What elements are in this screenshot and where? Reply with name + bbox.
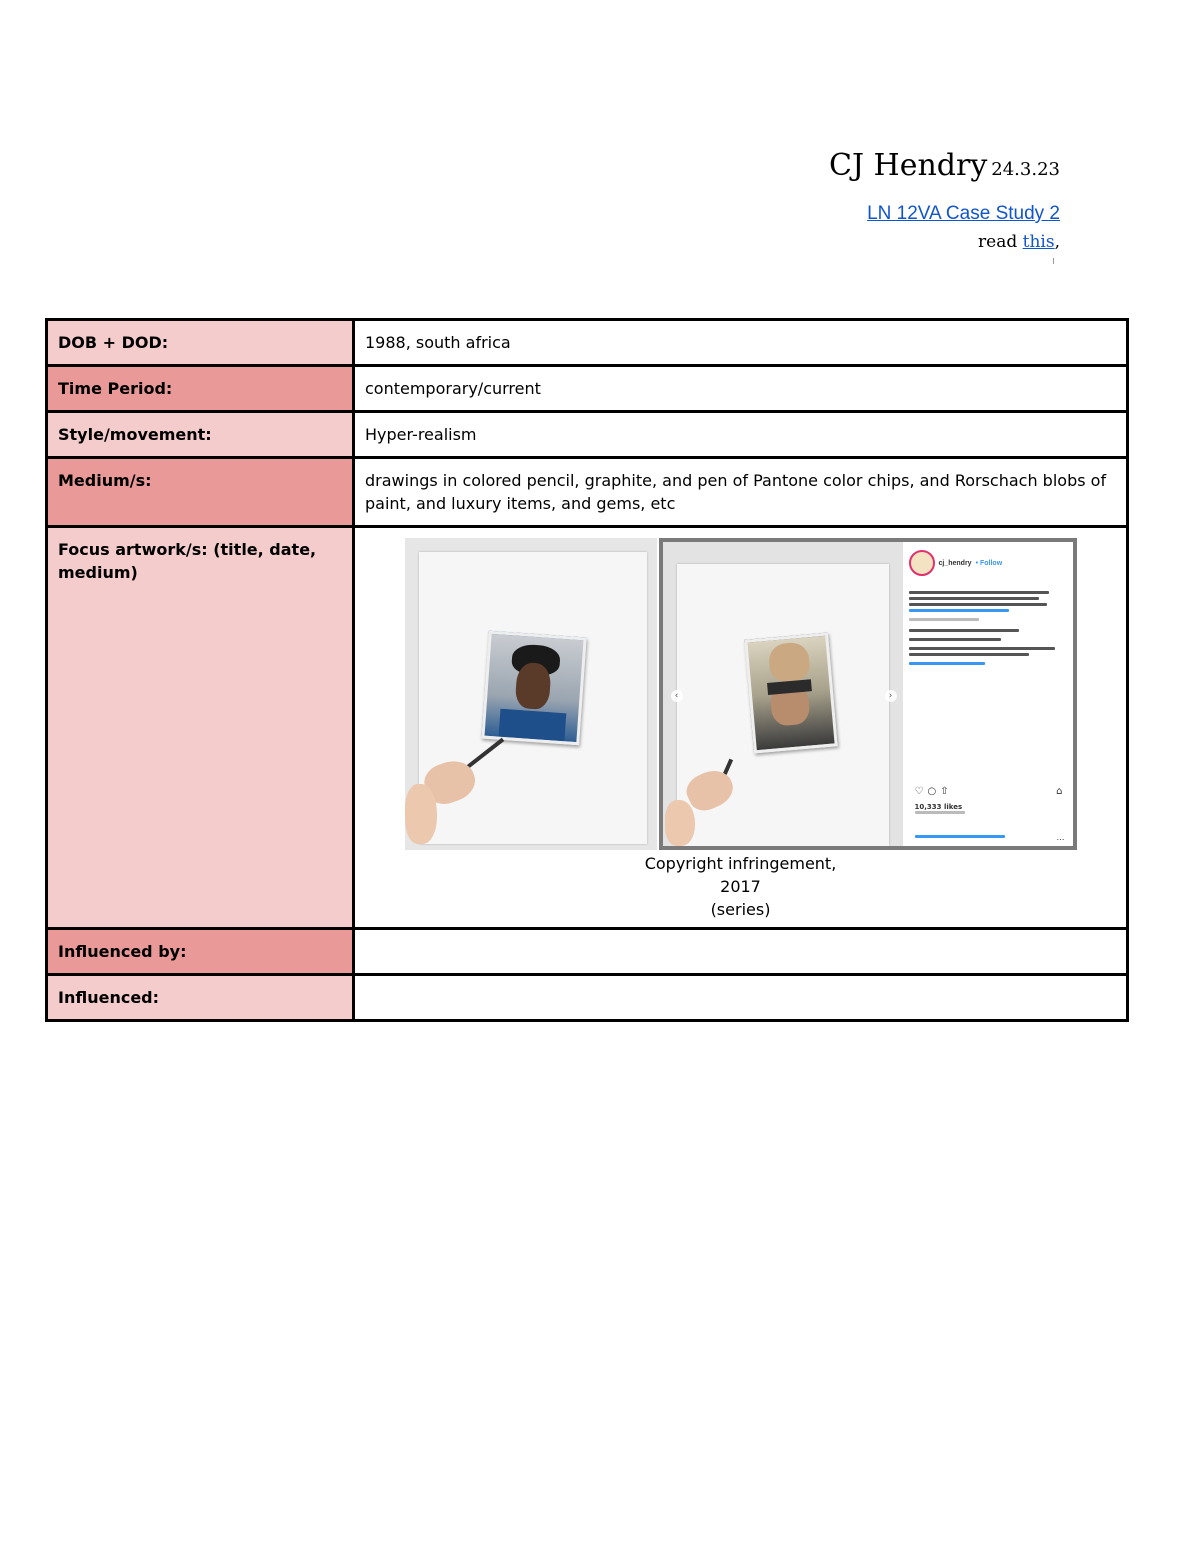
focus-artwork-label: Focus artwork/s: (title, date, medium) xyxy=(47,527,354,929)
dob-value: 1988, south africa xyxy=(354,320,1128,366)
artwork-caption xyxy=(365,852,1116,921)
artist-name: CJ Hendry xyxy=(829,148,988,183)
divider-mark xyxy=(1053,258,1054,264)
table-row xyxy=(47,320,1128,366)
table-row xyxy=(47,458,1128,527)
artwork-note: (series) xyxy=(710,900,771,919)
chevron-left-icon[interactable]: ‹ xyxy=(671,690,683,702)
chevron-right-icon[interactable]: › xyxy=(885,690,897,702)
instagram-post-image xyxy=(663,542,903,846)
case-study-link[interactable]: LN 12VA Case Study 2 xyxy=(867,203,1060,224)
table-row xyxy=(47,527,1128,929)
artwork-photo-basquiat xyxy=(405,538,657,850)
document-date: 24.3.23 xyxy=(991,159,1060,180)
table-row xyxy=(47,929,1128,975)
read-this-line xyxy=(829,230,1060,254)
artist-info-table xyxy=(45,318,1129,1022)
table-row xyxy=(47,366,1128,412)
medium-value: drawings in colored pencil, graphite, and pen of Pantone color chips, and Rorschach blobs of paint, and luxury items, and gems, etc xyxy=(354,458,1128,527)
share-icon[interactable]: ⇧ xyxy=(940,786,953,797)
artwork-title: Copyright infringement, xyxy=(644,854,837,873)
time-period-value: contemporary/current xyxy=(354,366,1128,412)
read-prefix: read xyxy=(978,232,1023,252)
heart-icon[interactable]: ♡ xyxy=(914,786,928,797)
read-suffix: , xyxy=(1054,232,1060,252)
instagram-username: cj_hendry xyxy=(938,559,972,567)
bookmark-icon[interactable]: ⌂ xyxy=(1056,786,1063,797)
document-header xyxy=(829,148,1060,254)
instagram-likes: 10,333 likes xyxy=(914,803,963,811)
comment-icon[interactable]: ○ xyxy=(927,786,941,797)
medium-label: Medium/s: xyxy=(47,458,354,527)
influenced-label: Influenced: xyxy=(47,975,354,1021)
artwork-image xyxy=(405,538,1077,850)
dob-label: DOB + DOD: xyxy=(47,320,354,366)
instagram-screenshot xyxy=(659,538,1077,850)
table-row xyxy=(47,412,1128,458)
influenced-by-value xyxy=(354,929,1128,975)
read-this-link[interactable]: this xyxy=(1022,232,1055,252)
style-label: Style/movement: xyxy=(47,412,354,458)
style-value: Hyper-realism xyxy=(354,412,1128,458)
time-period-label: Time Period: xyxy=(47,366,354,412)
artwork-year: 2017 xyxy=(720,877,761,896)
more-options-icon[interactable]: … xyxy=(1056,833,1065,842)
influenced-value xyxy=(354,975,1128,1021)
table-row xyxy=(47,975,1128,1021)
focus-artwork-value xyxy=(354,527,1128,929)
influenced-by-label: Influenced by: xyxy=(47,929,354,975)
follow-button[interactable]: • Follow xyxy=(975,559,1003,567)
page-title xyxy=(829,148,1060,188)
